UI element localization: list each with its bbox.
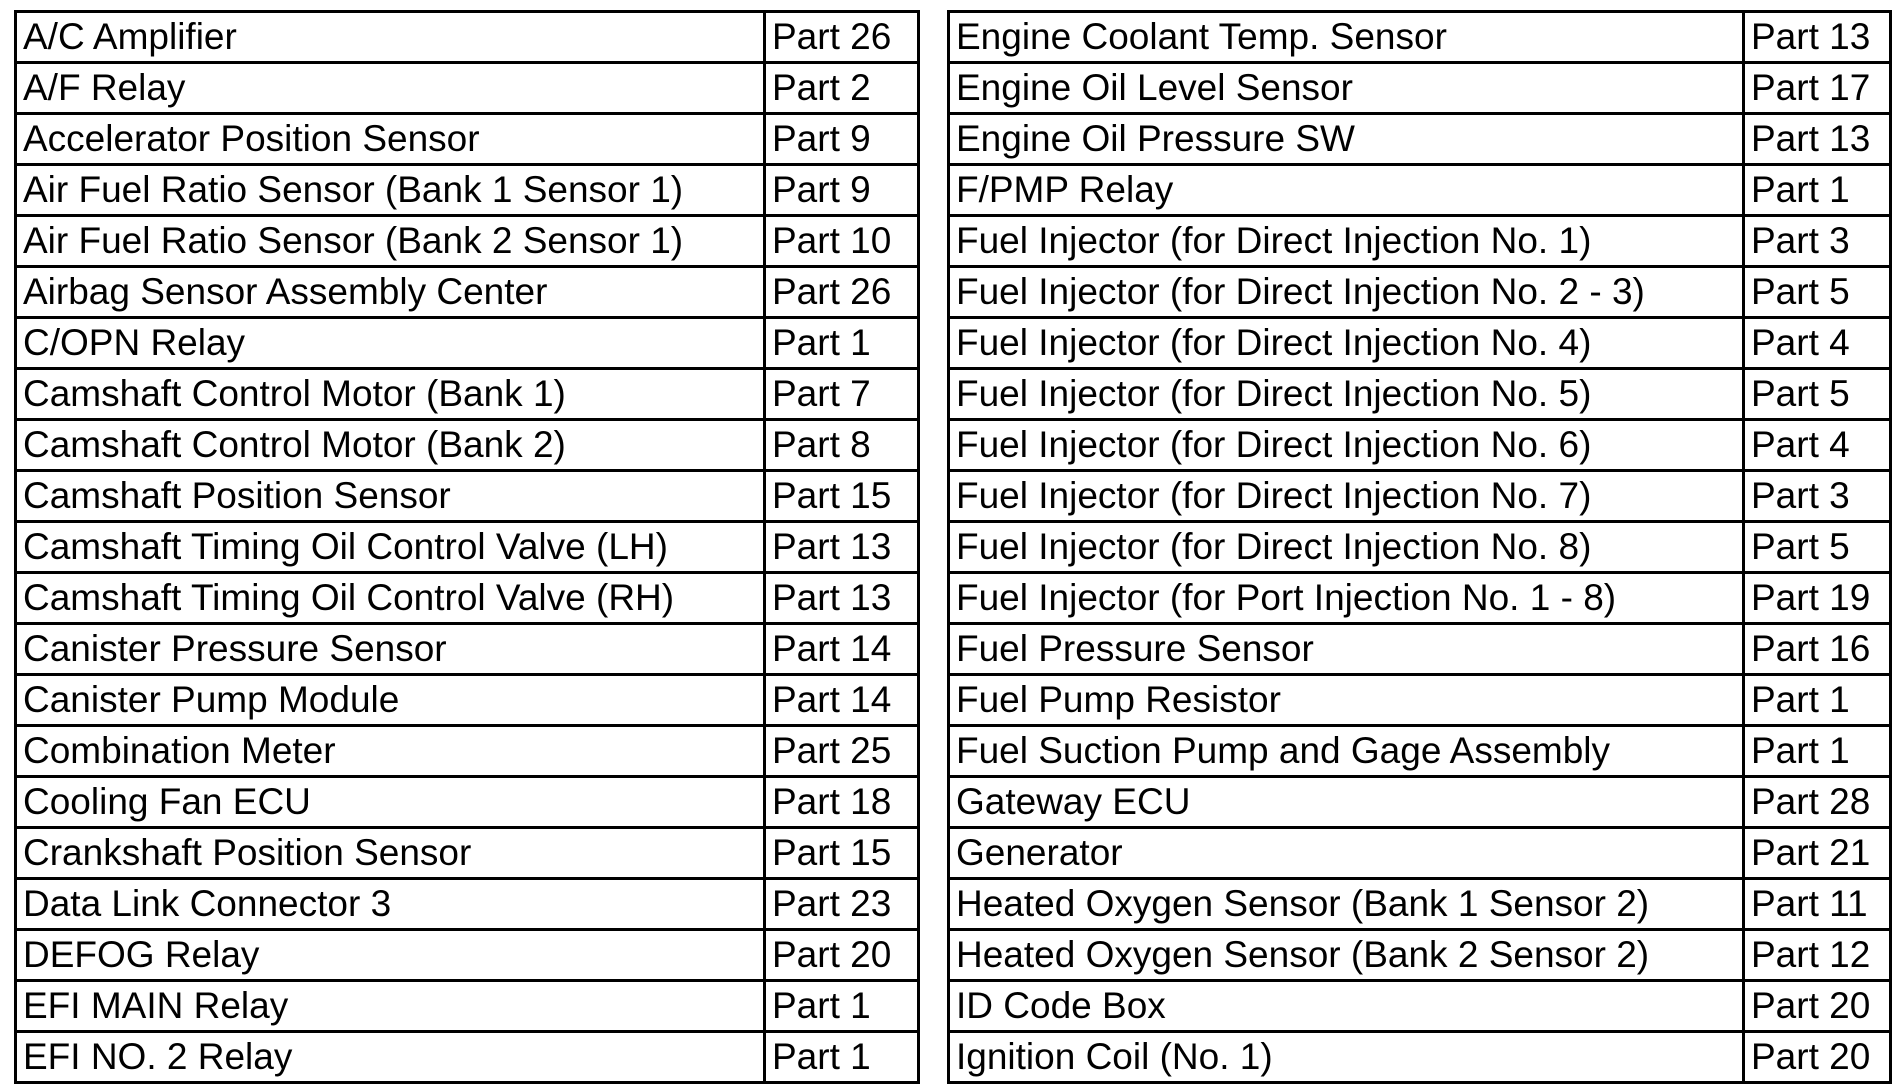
part-reference-cell: Part 10 — [765, 216, 919, 267]
component-name-cell: Fuel Pressure Sensor — [949, 624, 1744, 675]
table-row — [949, 522, 1891, 573]
component-index-table-right — [947, 10, 1892, 1084]
table-row — [949, 114, 1891, 165]
part-reference-cell: Part 5 — [1744, 522, 1891, 573]
table-body — [16, 12, 919, 1083]
table-row — [949, 726, 1891, 777]
component-name-cell: Combination Meter — [16, 726, 765, 777]
component-name-cell: Cooling Fan ECU — [16, 777, 765, 828]
part-reference-cell: Part 3 — [1744, 216, 1891, 267]
component-name-cell: EFI NO. 2 Relay — [16, 1032, 765, 1083]
part-reference-cell: Part 21 — [1744, 828, 1891, 879]
component-name-cell: Airbag Sensor Assembly Center — [16, 267, 765, 318]
table-row — [949, 165, 1891, 216]
table-row — [16, 624, 919, 675]
component-name-cell: Canister Pump Module — [16, 675, 765, 726]
part-reference-cell: Part 17 — [1744, 63, 1891, 114]
component-name-cell: Canister Pressure Sensor — [16, 624, 765, 675]
part-reference-cell: Part 20 — [1744, 1032, 1891, 1083]
component-name-cell: EFI MAIN Relay — [16, 981, 765, 1032]
component-name-cell: Fuel Injector (for Direct Injection No. 4) — [949, 318, 1744, 369]
component-name-cell: Engine Coolant Temp. Sensor — [949, 12, 1744, 63]
component-name-cell: A/C Amplifier — [16, 12, 765, 63]
component-name-cell: C/OPN Relay — [16, 318, 765, 369]
component-name-cell: Air Fuel Ratio Sensor (Bank 2 Sensor 1) — [16, 216, 765, 267]
table-row — [949, 777, 1891, 828]
component-name-cell: Engine Oil Level Sensor — [949, 63, 1744, 114]
part-reference-cell: Part 1 — [1744, 675, 1891, 726]
table-row — [949, 420, 1891, 471]
table-row — [16, 318, 919, 369]
table-row — [949, 216, 1891, 267]
part-reference-cell: Part 11 — [1744, 879, 1891, 930]
table-row — [949, 981, 1891, 1032]
part-reference-cell: Part 1 — [765, 318, 919, 369]
table-row — [16, 573, 919, 624]
component-name-cell: Camshaft Position Sensor — [16, 471, 765, 522]
table-row — [16, 981, 919, 1032]
part-reference-cell: Part 23 — [765, 879, 919, 930]
component-name-cell: Heated Oxygen Sensor (Bank 2 Sensor 2) — [949, 930, 1744, 981]
table-row — [16, 777, 919, 828]
part-reference-cell: Part 12 — [1744, 930, 1891, 981]
table-row — [16, 726, 919, 777]
part-reference-cell: Part 7 — [765, 369, 919, 420]
part-reference-cell: Part 18 — [765, 777, 919, 828]
component-name-cell: Accelerator Position Sensor — [16, 114, 765, 165]
component-name-cell: Camshaft Control Motor (Bank 1) — [16, 369, 765, 420]
component-name-cell: Fuel Suction Pump and Gage Assembly — [949, 726, 1744, 777]
table-row — [16, 114, 919, 165]
part-reference-cell: Part 13 — [1744, 12, 1891, 63]
component-index-table-left — [14, 10, 920, 1084]
table-row — [16, 879, 919, 930]
component-name-cell: Data Link Connector 3 — [16, 879, 765, 930]
component-name-cell: F/PMP Relay — [949, 165, 1744, 216]
part-reference-cell: Part 13 — [1744, 114, 1891, 165]
table-row — [16, 216, 919, 267]
part-reference-cell: Part 13 — [765, 573, 919, 624]
table-row — [949, 267, 1891, 318]
table-row — [949, 930, 1891, 981]
part-reference-cell: Part 14 — [765, 624, 919, 675]
table-row — [949, 471, 1891, 522]
component-name-cell: Fuel Injector (for Port Injection No. 1 - 8) — [949, 573, 1744, 624]
part-reference-cell: Part 1 — [1744, 726, 1891, 777]
component-name-cell: Fuel Injector (for Direct Injection No. 6) — [949, 420, 1744, 471]
table-row — [16, 930, 919, 981]
part-reference-cell: Part 25 — [765, 726, 919, 777]
part-reference-cell: Part 15 — [765, 471, 919, 522]
component-name-cell: Air Fuel Ratio Sensor (Bank 1 Sensor 1) — [16, 165, 765, 216]
table-row — [16, 63, 919, 114]
table-row — [949, 828, 1891, 879]
part-reference-cell: Part 2 — [765, 63, 919, 114]
table-row — [16, 522, 919, 573]
part-reference-cell: Part 1 — [765, 981, 919, 1032]
table-row — [949, 879, 1891, 930]
part-reference-cell: Part 5 — [1744, 369, 1891, 420]
table-row — [949, 675, 1891, 726]
table-row — [16, 12, 919, 63]
part-reference-cell: Part 8 — [765, 420, 919, 471]
part-reference-cell: Part 14 — [765, 675, 919, 726]
table-row — [16, 828, 919, 879]
component-name-cell: Fuel Injector (for Direct Injection No. 1) — [949, 216, 1744, 267]
component-name-cell: Gateway ECU — [949, 777, 1744, 828]
part-reference-cell: Part 26 — [765, 12, 919, 63]
table-row — [16, 675, 919, 726]
table-row — [16, 1032, 919, 1083]
part-reference-cell: Part 5 — [1744, 267, 1891, 318]
component-name-cell: ID Code Box — [949, 981, 1744, 1032]
component-name-cell: Fuel Injector (for Direct Injection No. 8) — [949, 522, 1744, 573]
component-name-cell: Heated Oxygen Sensor (Bank 1 Sensor 2) — [949, 879, 1744, 930]
component-name-cell: Fuel Injector (for Direct Injection No. 2 - 3) — [949, 267, 1744, 318]
table-row — [949, 369, 1891, 420]
component-name-cell: Camshaft Timing Oil Control Valve (LH) — [16, 522, 765, 573]
component-name-cell: Ignition Coil (No. 1) — [949, 1032, 1744, 1083]
component-name-cell: Fuel Injector (for Direct Injection No. 5) — [949, 369, 1744, 420]
component-name-cell: Camshaft Timing Oil Control Valve (RH) — [16, 573, 765, 624]
table-body — [949, 12, 1891, 1083]
table-row — [16, 267, 919, 318]
table-row — [949, 573, 1891, 624]
part-reference-cell: Part 9 — [765, 165, 919, 216]
part-reference-cell: Part 9 — [765, 114, 919, 165]
part-reference-cell: Part 1 — [765, 1032, 919, 1083]
part-reference-cell: Part 26 — [765, 267, 919, 318]
component-name-cell: Engine Oil Pressure SW — [949, 114, 1744, 165]
part-reference-cell: Part 20 — [1744, 981, 1891, 1032]
component-name-cell: A/F Relay — [16, 63, 765, 114]
component-name-cell: Fuel Pump Resistor — [949, 675, 1744, 726]
component-name-cell: Crankshaft Position Sensor — [16, 828, 765, 879]
part-reference-cell: Part 16 — [1744, 624, 1891, 675]
part-reference-cell: Part 28 — [1744, 777, 1891, 828]
part-reference-cell: Part 15 — [765, 828, 919, 879]
component-index-sheet — [14, 10, 1886, 1077]
table-row — [949, 63, 1891, 114]
part-reference-cell: Part 13 — [765, 522, 919, 573]
component-name-cell: Fuel Injector (for Direct Injection No. 7) — [949, 471, 1744, 522]
part-reference-cell: Part 3 — [1744, 471, 1891, 522]
part-reference-cell: Part 4 — [1744, 318, 1891, 369]
table-row — [949, 1032, 1891, 1083]
table-row — [16, 420, 919, 471]
part-reference-cell: Part 20 — [765, 930, 919, 981]
component-name-cell: Camshaft Control Motor (Bank 2) — [16, 420, 765, 471]
table-row — [949, 624, 1891, 675]
table-row — [949, 318, 1891, 369]
table-row — [16, 165, 919, 216]
component-name-cell: DEFOG Relay — [16, 930, 765, 981]
table-row — [949, 12, 1891, 63]
part-reference-cell: Part 4 — [1744, 420, 1891, 471]
component-name-cell: Generator — [949, 828, 1744, 879]
part-reference-cell: Part 19 — [1744, 573, 1891, 624]
column-divider — [920, 10, 947, 1034]
part-reference-cell: Part 1 — [1744, 165, 1891, 216]
table-row — [16, 471, 919, 522]
table-row — [16, 369, 919, 420]
